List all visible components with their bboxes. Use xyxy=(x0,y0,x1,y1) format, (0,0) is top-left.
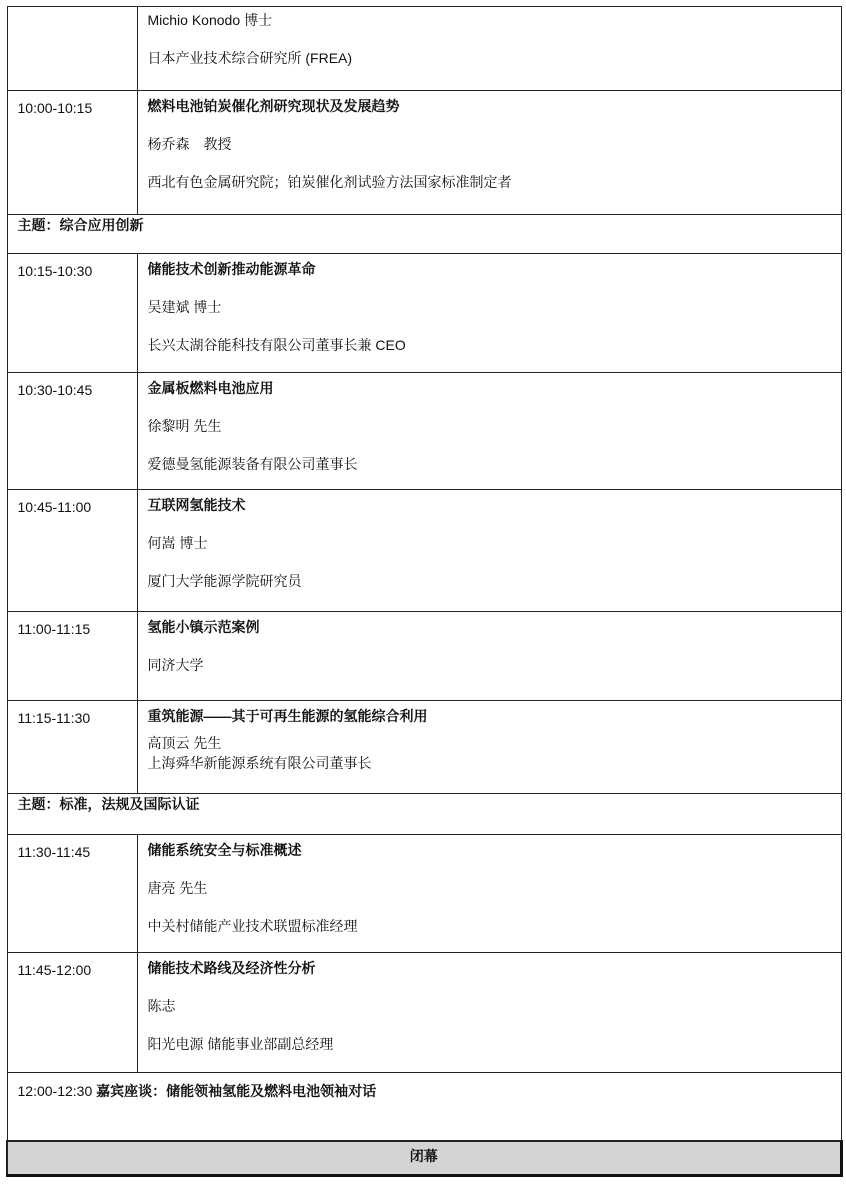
session-title: 氢能小镇示范案例 xyxy=(147,619,260,635)
speaker-name: 何嵩 博士 xyxy=(147,535,208,551)
speaker-name: 吴建斌 博士 xyxy=(147,299,222,315)
theme-row xyxy=(7,794,841,835)
session-title: 金属板燃料电池应用 xyxy=(147,380,274,396)
session-title: 储能技术路线及经济性分析 xyxy=(147,960,316,976)
speaker-affiliation: 中关村储能产业技术联盟标准经理 xyxy=(147,918,358,934)
agenda-row xyxy=(7,7,841,91)
agenda-row xyxy=(7,953,841,1073)
theme-heading: 主题：综合应用创新 xyxy=(7,215,841,254)
panel-cell xyxy=(7,1073,841,1141)
theme-heading: 主题：标准，法规及国际认证 xyxy=(7,794,841,835)
time-cell: 10:45-11:00 xyxy=(7,490,137,612)
speaker-name: Michio Konodo 博士 xyxy=(147,12,273,28)
session-title: 储能技术创新推动能源革命 xyxy=(147,261,316,277)
agenda-row xyxy=(7,490,841,612)
session-title: 燃料电池铂炭催化剂研究现状及发展趋势 xyxy=(147,98,400,114)
time-cell: 11:45-12:00 xyxy=(7,953,137,1073)
time-cell: 10:00-10:15 xyxy=(7,91,137,215)
time-cell: 10:30-10:45 xyxy=(7,373,137,490)
agenda-table xyxy=(6,6,843,1177)
panel-title: 嘉宾座谈：储能领袖氢能及燃料电池领袖对话 xyxy=(96,1083,377,1099)
speaker-affiliation: 上海舜华新能源系统有限公司董事长 xyxy=(147,755,372,771)
agenda-row xyxy=(7,612,841,701)
speaker-name: 陈志 xyxy=(147,998,176,1014)
session-title: 储能系统安全与标准概述 xyxy=(147,842,302,858)
speaker-name: 唐亮 先生 xyxy=(147,880,208,896)
session-cell xyxy=(137,953,841,1073)
speaker-name: 同济大学 xyxy=(147,657,204,673)
speaker-name: 杨乔森 教授 xyxy=(147,136,232,152)
time-cell: 11:00-11:15 xyxy=(7,612,137,701)
session-title: 重筑能源——其于可再生能源的氢能综合利用 xyxy=(147,708,428,724)
session-cell xyxy=(137,835,841,953)
speaker-name: 徐黎明 先生 xyxy=(147,418,222,434)
panel-row xyxy=(7,1073,841,1141)
session-title: 互联网氢能技术 xyxy=(147,497,246,513)
panel-time: 12:00-12:30 xyxy=(17,1083,93,1099)
time-cell: 11:30-11:45 xyxy=(7,835,137,953)
closing-row xyxy=(7,1141,841,1176)
agenda-row xyxy=(7,835,841,953)
theme-row xyxy=(7,215,841,254)
session-cell xyxy=(137,701,841,794)
speaker-affiliation: 长兴太湖谷能科技有限公司董事长兼 CEO xyxy=(147,337,406,353)
session-cell xyxy=(137,91,841,215)
speaker-affiliation: 厦门大学能源学院研究员 xyxy=(147,573,302,589)
session-cell xyxy=(137,612,841,701)
time-cell xyxy=(7,7,137,91)
speaker-name: 高顶云 先生 xyxy=(147,735,222,751)
speaker-affiliation: 阳光电源 储能事业部副总经理 xyxy=(147,1036,334,1052)
session-cell xyxy=(137,254,841,373)
time-cell: 11:15-11:30 xyxy=(7,701,137,794)
agenda-row xyxy=(7,373,841,490)
session-cell xyxy=(137,373,841,490)
session-cell xyxy=(137,490,841,612)
session-cell xyxy=(137,7,841,91)
speaker-affiliation: 爱德曼氢能源装备有限公司董事长 xyxy=(147,456,358,472)
closing-cell: 闭幕 xyxy=(7,1141,841,1176)
speaker-affiliation: 西北有色金属研究院；铂炭催化剂试验方法国家标准制定者 xyxy=(147,174,512,190)
speaker-affiliation: 日本产业技术综合研究所 (FREA) xyxy=(147,50,353,66)
agenda-row xyxy=(7,91,841,215)
agenda-row xyxy=(7,701,841,794)
agenda-row xyxy=(7,254,841,373)
time-cell: 10:15-10:30 xyxy=(7,254,137,373)
